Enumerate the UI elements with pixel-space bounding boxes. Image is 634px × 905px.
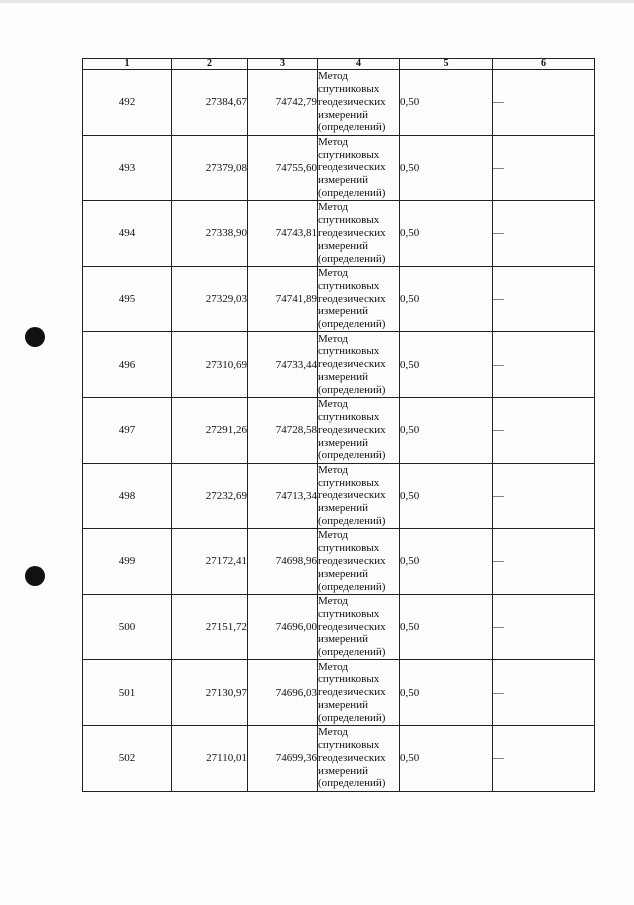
accuracy-cell: 0,50 (400, 463, 493, 529)
y-coordinate-cell: 74755,60 (248, 135, 318, 201)
table-row (83, 135, 595, 201)
note-cell (493, 397, 595, 463)
note-cell (493, 660, 595, 726)
dash-mark: — (493, 96, 504, 109)
note-cell (493, 135, 595, 201)
x-coordinate-cell: 27232,69 (172, 463, 248, 529)
method-cell: Метод спутниковых геодезических измерений (определений) (318, 201, 400, 267)
y-coordinate-cell: 74743,81 (248, 201, 318, 267)
dash-mark: — (493, 752, 504, 765)
x-coordinate-cell: 27110,01 (172, 725, 248, 791)
y-coordinate-cell: 74713,34 (248, 463, 318, 529)
method-cell: Метод спутниковых геодезических измерений (определений) (318, 463, 400, 529)
y-coordinate-cell: 74698,96 (248, 529, 318, 595)
method-cell: Метод спутниковых геодезических измерений (определений) (318, 266, 400, 332)
dash-mark: — (493, 686, 504, 699)
point-number-cell: 495 (83, 266, 172, 332)
note-cell (493, 725, 595, 791)
point-number-cell: 500 (83, 594, 172, 660)
accuracy-cell: 0,50 (400, 135, 493, 201)
table-row (83, 201, 595, 267)
dash-mark: — (493, 555, 504, 568)
point-number-cell: 498 (83, 463, 172, 529)
column-header: 2 (172, 59, 248, 70)
note-cell (493, 463, 595, 529)
accuracy-cell: 0,50 (400, 397, 493, 463)
point-number-cell: 494 (83, 201, 172, 267)
y-coordinate-cell: 74699,36 (248, 725, 318, 791)
dash-mark: — (493, 621, 504, 634)
point-number-cell: 499 (83, 529, 172, 595)
column-header: 1 (83, 59, 172, 70)
coordinates-table (82, 58, 595, 792)
point-number-cell: 502 (83, 725, 172, 791)
y-coordinate-cell: 74742,79 (248, 70, 318, 136)
note-cell (493, 70, 595, 136)
accuracy-cell: 0,50 (400, 529, 493, 595)
dash-mark: — (493, 358, 504, 371)
y-coordinate-cell: 74728,58 (248, 397, 318, 463)
dash-mark: — (493, 424, 504, 437)
accuracy-cell: 0,50 (400, 266, 493, 332)
y-coordinate-cell: 74696,00 (248, 594, 318, 660)
method-cell: Метод спутниковых геодезических измерений (определений) (318, 332, 400, 398)
accuracy-cell: 0,50 (400, 70, 493, 136)
table-row (83, 332, 595, 398)
scan-top-edge (0, 0, 634, 3)
note-cell (493, 201, 595, 267)
x-coordinate-cell: 27151,72 (172, 594, 248, 660)
dash-mark: — (493, 227, 504, 240)
y-coordinate-cell: 74741,89 (248, 266, 318, 332)
column-header: 4 (318, 59, 400, 70)
method-cell: Метод спутниковых геодезических измерений (определений) (318, 725, 400, 791)
table-row (83, 397, 595, 463)
table-row (83, 463, 595, 529)
note-cell (493, 332, 595, 398)
table-body (83, 70, 595, 792)
accuracy-cell: 0,50 (400, 594, 493, 660)
point-number-cell: 492 (83, 70, 172, 136)
x-coordinate-cell: 27379,08 (172, 135, 248, 201)
note-cell (493, 594, 595, 660)
accuracy-cell: 0,50 (400, 660, 493, 726)
x-coordinate-cell: 27130,97 (172, 660, 248, 726)
dash-mark: — (493, 293, 504, 306)
column-header: 6 (493, 59, 595, 70)
point-number-cell: 496 (83, 332, 172, 398)
method-cell: Метод спутниковых геодезических измерений (определений) (318, 70, 400, 136)
table-row (83, 266, 595, 332)
table-row (83, 660, 595, 726)
method-cell: Метод спутниковых геодезических измерений (определений) (318, 594, 400, 660)
table-row (83, 725, 595, 791)
point-number-cell: 493 (83, 135, 172, 201)
point-number-cell: 497 (83, 397, 172, 463)
method-cell: Метод спутниковых геодезических измерений (определений) (318, 660, 400, 726)
table-row (83, 594, 595, 660)
method-cell: Метод спутниковых геодезических измерений (определений) (318, 135, 400, 201)
table-row (83, 70, 595, 136)
method-cell: Метод спутниковых геодезических измерений (определений) (318, 397, 400, 463)
x-coordinate-cell: 27338,90 (172, 201, 248, 267)
note-cell (493, 529, 595, 595)
y-coordinate-cell: 74733,44 (248, 332, 318, 398)
dash-mark: — (493, 489, 504, 502)
header-row (83, 59, 595, 70)
x-coordinate-cell: 27329,03 (172, 266, 248, 332)
accuracy-cell: 0,50 (400, 725, 493, 791)
accuracy-cell: 0,50 (400, 332, 493, 398)
x-coordinate-cell: 27172,41 (172, 529, 248, 595)
dash-mark: — (493, 161, 504, 174)
binder-hole-mark (25, 327, 45, 347)
table-row (83, 529, 595, 595)
binder-hole-mark (25, 566, 45, 586)
column-header: 3 (248, 59, 318, 70)
accuracy-cell: 0,50 (400, 201, 493, 267)
x-coordinate-cell: 27310,69 (172, 332, 248, 398)
x-coordinate-cell: 27384,67 (172, 70, 248, 136)
y-coordinate-cell: 74696,03 (248, 660, 318, 726)
note-cell (493, 266, 595, 332)
column-header: 5 (400, 59, 493, 70)
point-number-cell: 501 (83, 660, 172, 726)
x-coordinate-cell: 27291,26 (172, 397, 248, 463)
method-cell: Метод спутниковых геодезических измерений (определений) (318, 529, 400, 595)
